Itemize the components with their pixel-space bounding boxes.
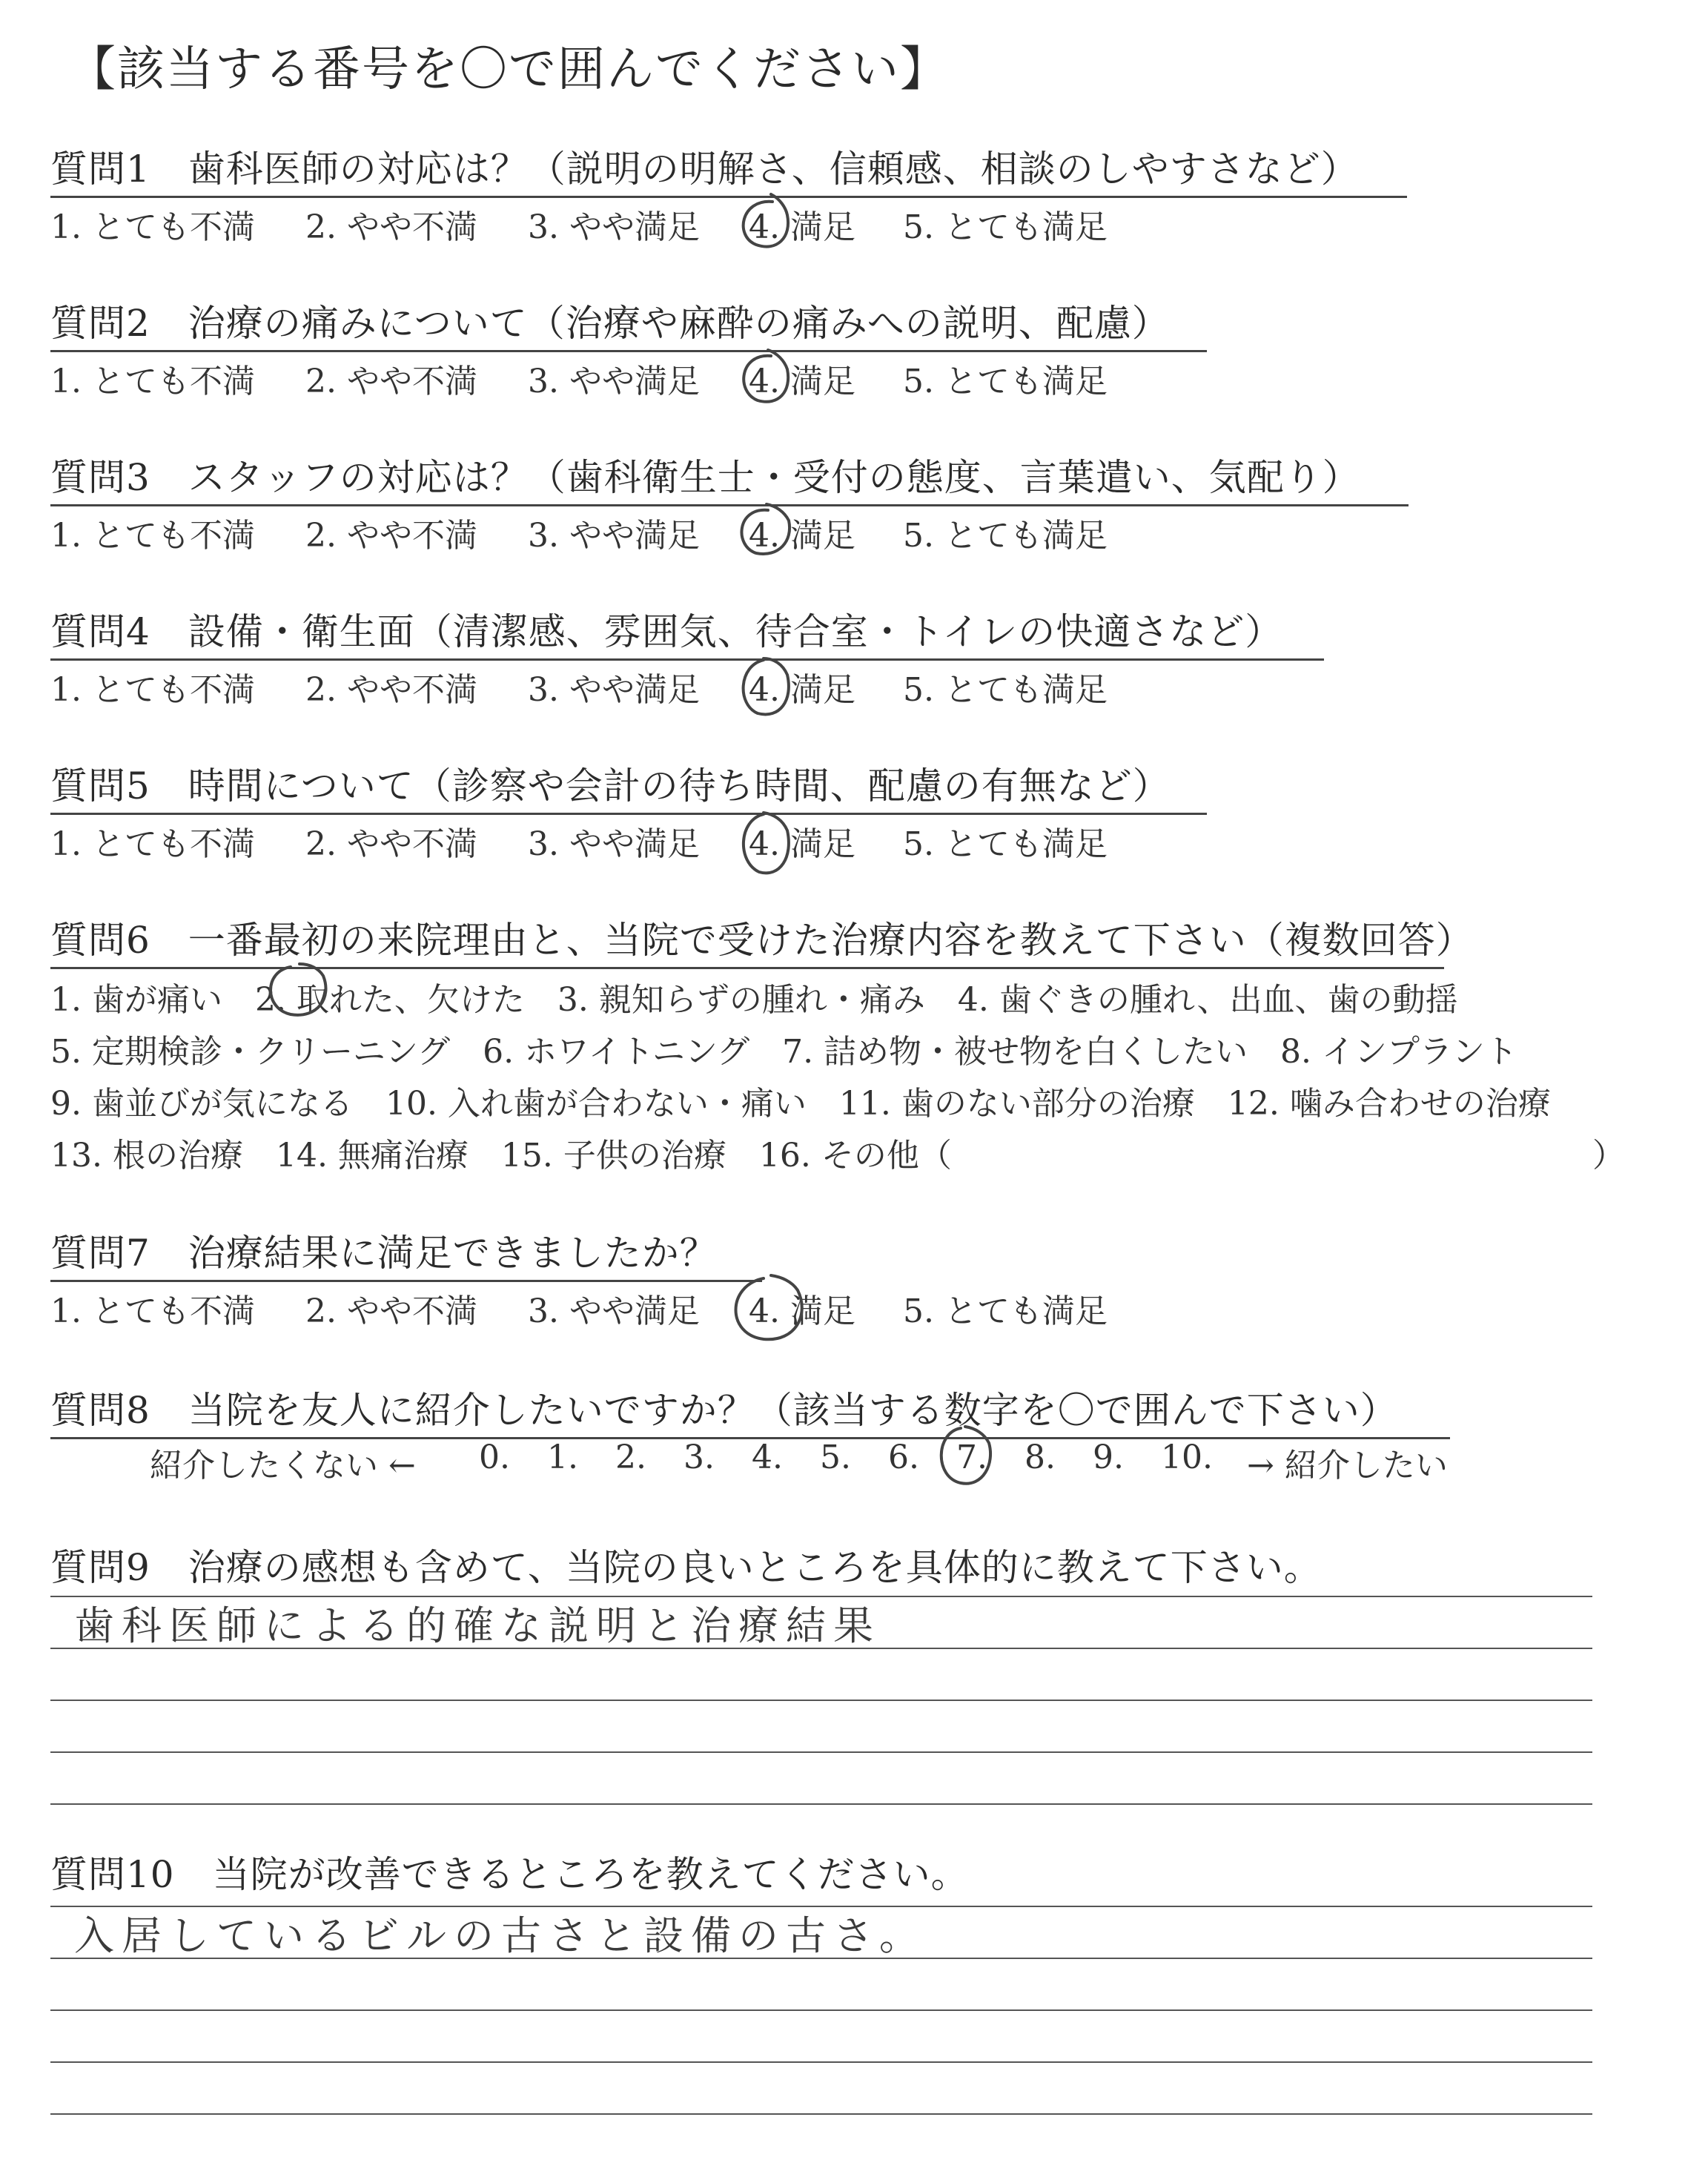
option-2[interactable]: 2. やや不満 [305, 671, 477, 709]
option-3[interactable]: 3. やや満足 [528, 363, 700, 400]
option-3[interactable]: 3. やや満足 [528, 517, 700, 555]
scale-right-label: → 紹介したい [1247, 1447, 1448, 1484]
option-4[interactable]: 4. 満足 [749, 825, 855, 863]
question-10-title: 質問10 当院が改善できるところを教えてください。 [50, 1853, 969, 1896]
question-10-answer[interactable]: 入居しているビルの古さと設備の古さ。 [74, 1912, 927, 1959]
option-5[interactable]: 5. とても満足 [903, 363, 1108, 400]
scale-option[interactable]: 10. [1161, 1439, 1213, 1476]
question-6-row-4[interactable]: 13. 根の治療 14. 無痛治療 15. 子供の治療 16. その他（ [50, 1137, 952, 1175]
option-1[interactable]: 1. とても不満 [50, 208, 255, 246]
q8-selection-circle [941, 1427, 990, 1484]
scale-option[interactable]: 1. [547, 1439, 578, 1476]
q4-selection-circle [744, 658, 789, 714]
option-1[interactable]: 1. とても不満 [50, 363, 255, 400]
option-5[interactable]: 5. とても満足 [903, 1292, 1108, 1330]
scale-left-label: 紹介したくない ← [150, 1447, 416, 1484]
q1-selection-circle [744, 194, 788, 247]
option-4[interactable]: 4. 満足 [749, 363, 855, 400]
scale-option[interactable]: 7. [956, 1439, 987, 1476]
option-1[interactable]: 1. とても不満 [50, 825, 255, 863]
q2-selection-circle [744, 350, 788, 402]
question-6-row-1[interactable]: 1. 歯が痛い 2. 取れた、欠けた 3. 親知らずの腫れ・痛み 4. 歯ぐきの腫れ、出血、歯の動揺 [50, 981, 1458, 1019]
option-3[interactable]: 3. やや満足 [528, 825, 700, 863]
question-1-title: 質問1 歯科医師の対応は？（説明の明解さ、信頼感、相談のしやすさなど） [50, 139, 1407, 198]
question-2-title: 質問2 治療の痛みについて（治療や麻酔の痛みへの説明、配慮） [50, 294, 1207, 352]
option-2[interactable]: 2. やや不満 [305, 825, 477, 863]
question-6-row-3[interactable]: 9. 歯並びが気になる 10. 入れ歯が合わない・痛い 11. 歯のない部分の治療 12. 噛み合わせの治療 [50, 1085, 1551, 1123]
question-3-title: 質問3 スタッフの対応は？（歯科衛生士・受付の態度、言葉遣い、気配り） [50, 448, 1409, 506]
form-header: 【該当する番号を〇で囲んでください】 [68, 42, 949, 97]
question-6-row-2[interactable]: 5. 定期検診・クリーニング 6. ホワイトニング 7. 詰め物・被せ物を白くしたい 8. インプラント [50, 1033, 1518, 1071]
option-2[interactable]: 2. やや不満 [305, 363, 477, 400]
scale-option[interactable]: 2. [615, 1439, 646, 1476]
q3-selection-circle [741, 504, 790, 554]
scale-option[interactable]: 9. [1093, 1439, 1124, 1476]
option-1[interactable]: 1. とても不満 [50, 517, 255, 555]
question-8-title: 質問8 当院を友人に紹介したいですか？（該当する数字を〇で囲んで下さい） [50, 1381, 1450, 1439]
option-4[interactable]: 4. 満足 [749, 1292, 855, 1330]
q7-selection-circle [736, 1275, 802, 1339]
q5-selection-circle [744, 813, 789, 873]
option-2[interactable]: 2. やや不満 [305, 208, 477, 246]
question-5-title: 質問5 時間について（診察や会計の待ち時間、配慮の有無など） [50, 756, 1207, 815]
option-3[interactable]: 3. やや満足 [528, 671, 700, 709]
scale-option[interactable]: 4. [752, 1439, 783, 1476]
option-1[interactable]: 1. とても不満 [50, 671, 255, 709]
scale-option[interactable]: 8. [1025, 1439, 1056, 1476]
scale-option[interactable]: 5. [820, 1439, 851, 1476]
question-7-title: 質問7 治療結果に満足できましたか？ [50, 1223, 762, 1282]
question-6-title: 質問6 一番最初の来院理由と、当院で受けた治療内容を教えて下さい（複数回答） [50, 911, 1444, 969]
option-5[interactable]: 5. とても満足 [903, 208, 1108, 246]
scale-option[interactable]: 0. [479, 1439, 510, 1476]
question-6-close-paren: ） [1592, 1137, 1625, 1175]
q6-selection-circle [271, 964, 325, 1015]
option-5[interactable]: 5. とても満足 [903, 825, 1108, 863]
question-9-answer[interactable]: 歯科医師による的確な説明と治療結果 [74, 1602, 881, 1649]
option-4[interactable]: 4. 満足 [749, 671, 855, 709]
scale-option[interactable]: 6. [888, 1439, 919, 1476]
option-4[interactable]: 4. 満足 [749, 517, 855, 555]
option-2[interactable]: 2. やや不満 [305, 517, 477, 555]
option-5[interactable]: 5. とても満足 [903, 517, 1108, 555]
option-4[interactable]: 4. 満足 [749, 208, 855, 246]
option-3[interactable]: 3. やや満足 [528, 1292, 700, 1330]
option-2[interactable]: 2. やや不満 [305, 1292, 477, 1330]
option-5[interactable]: 5. とても満足 [903, 671, 1108, 709]
question-9-title: 質問9 治療の感想も含めて、当院の良いところを具体的に教えて下さい。 [50, 1546, 1322, 1589]
question-4-title: 質問4 設備・衛生面（清潔感、雰囲気、待合室・トイレの快適さなど） [50, 602, 1324, 661]
option-3[interactable]: 3. やや満足 [528, 208, 700, 246]
option-1[interactable]: 1. とても不満 [50, 1292, 255, 1330]
scale-option[interactable]: 3. [683, 1439, 715, 1476]
